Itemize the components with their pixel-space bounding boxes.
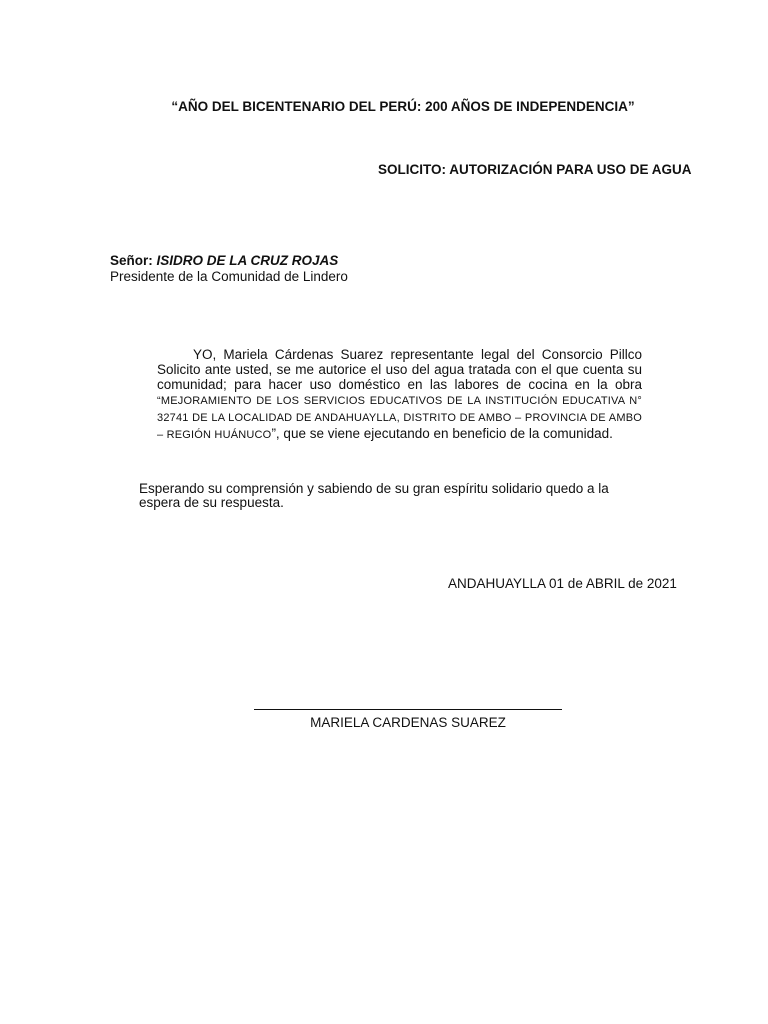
signature-name: MARIELA CARDENAS SUAREZ (310, 715, 506, 730)
addressee-line (110, 253, 348, 269)
document-year-title: “AÑO DEL BICENTENARIO DEL PERÚ: 200 AÑOS DE INDEPENDENCIA” (171, 99, 635, 114)
addressee-name: ISIDRO DE LA CRUZ ROJAS (156, 253, 339, 268)
request-subject: SOLICITO: AUTORIZACIÓN PARA USO DE AGUA (378, 162, 692, 177)
request-body-paragraph (157, 347, 642, 443)
addressee-label: Señor: (110, 253, 153, 268)
project-name: “MEJORAMIENTO DE LOS SERVICIOS EDUCATIVOS DE LA INSTITUCIÓN EDUCATIVA N° 32741 DE LA LOCALIDAD DE ANDAHUAYLLA, DISTRITO DE AMBO – PROVINCIA DE AMBO – REGIÓN HUÁNUCO (157, 395, 642, 441)
addressee-position: Presidente de la Comunidad de Lindero (110, 269, 348, 284)
addressee-block (110, 253, 348, 285)
place-and-date: ANDAHUAYLLA 01 de ABRIL de 2021 (448, 576, 677, 591)
body-intro: YO, Mariela Cárdenas Suarez representante legal del Consorcio Pillco Solicito ante usted, se me autorice el uso del agua tratada con el que cuenta su comunidad; para hacer uso doméstico en las labores de cocina en la obra (157, 347, 642, 392)
signature-line (254, 709, 562, 710)
closing-paragraph: Esperando su comprensión y sabiendo de su gran espíritu solidario quedo a la espera de su respuesta. (139, 481, 609, 510)
body-ending: ”, que se viene ejecutando en beneficio de la comunidad. (271, 426, 613, 441)
